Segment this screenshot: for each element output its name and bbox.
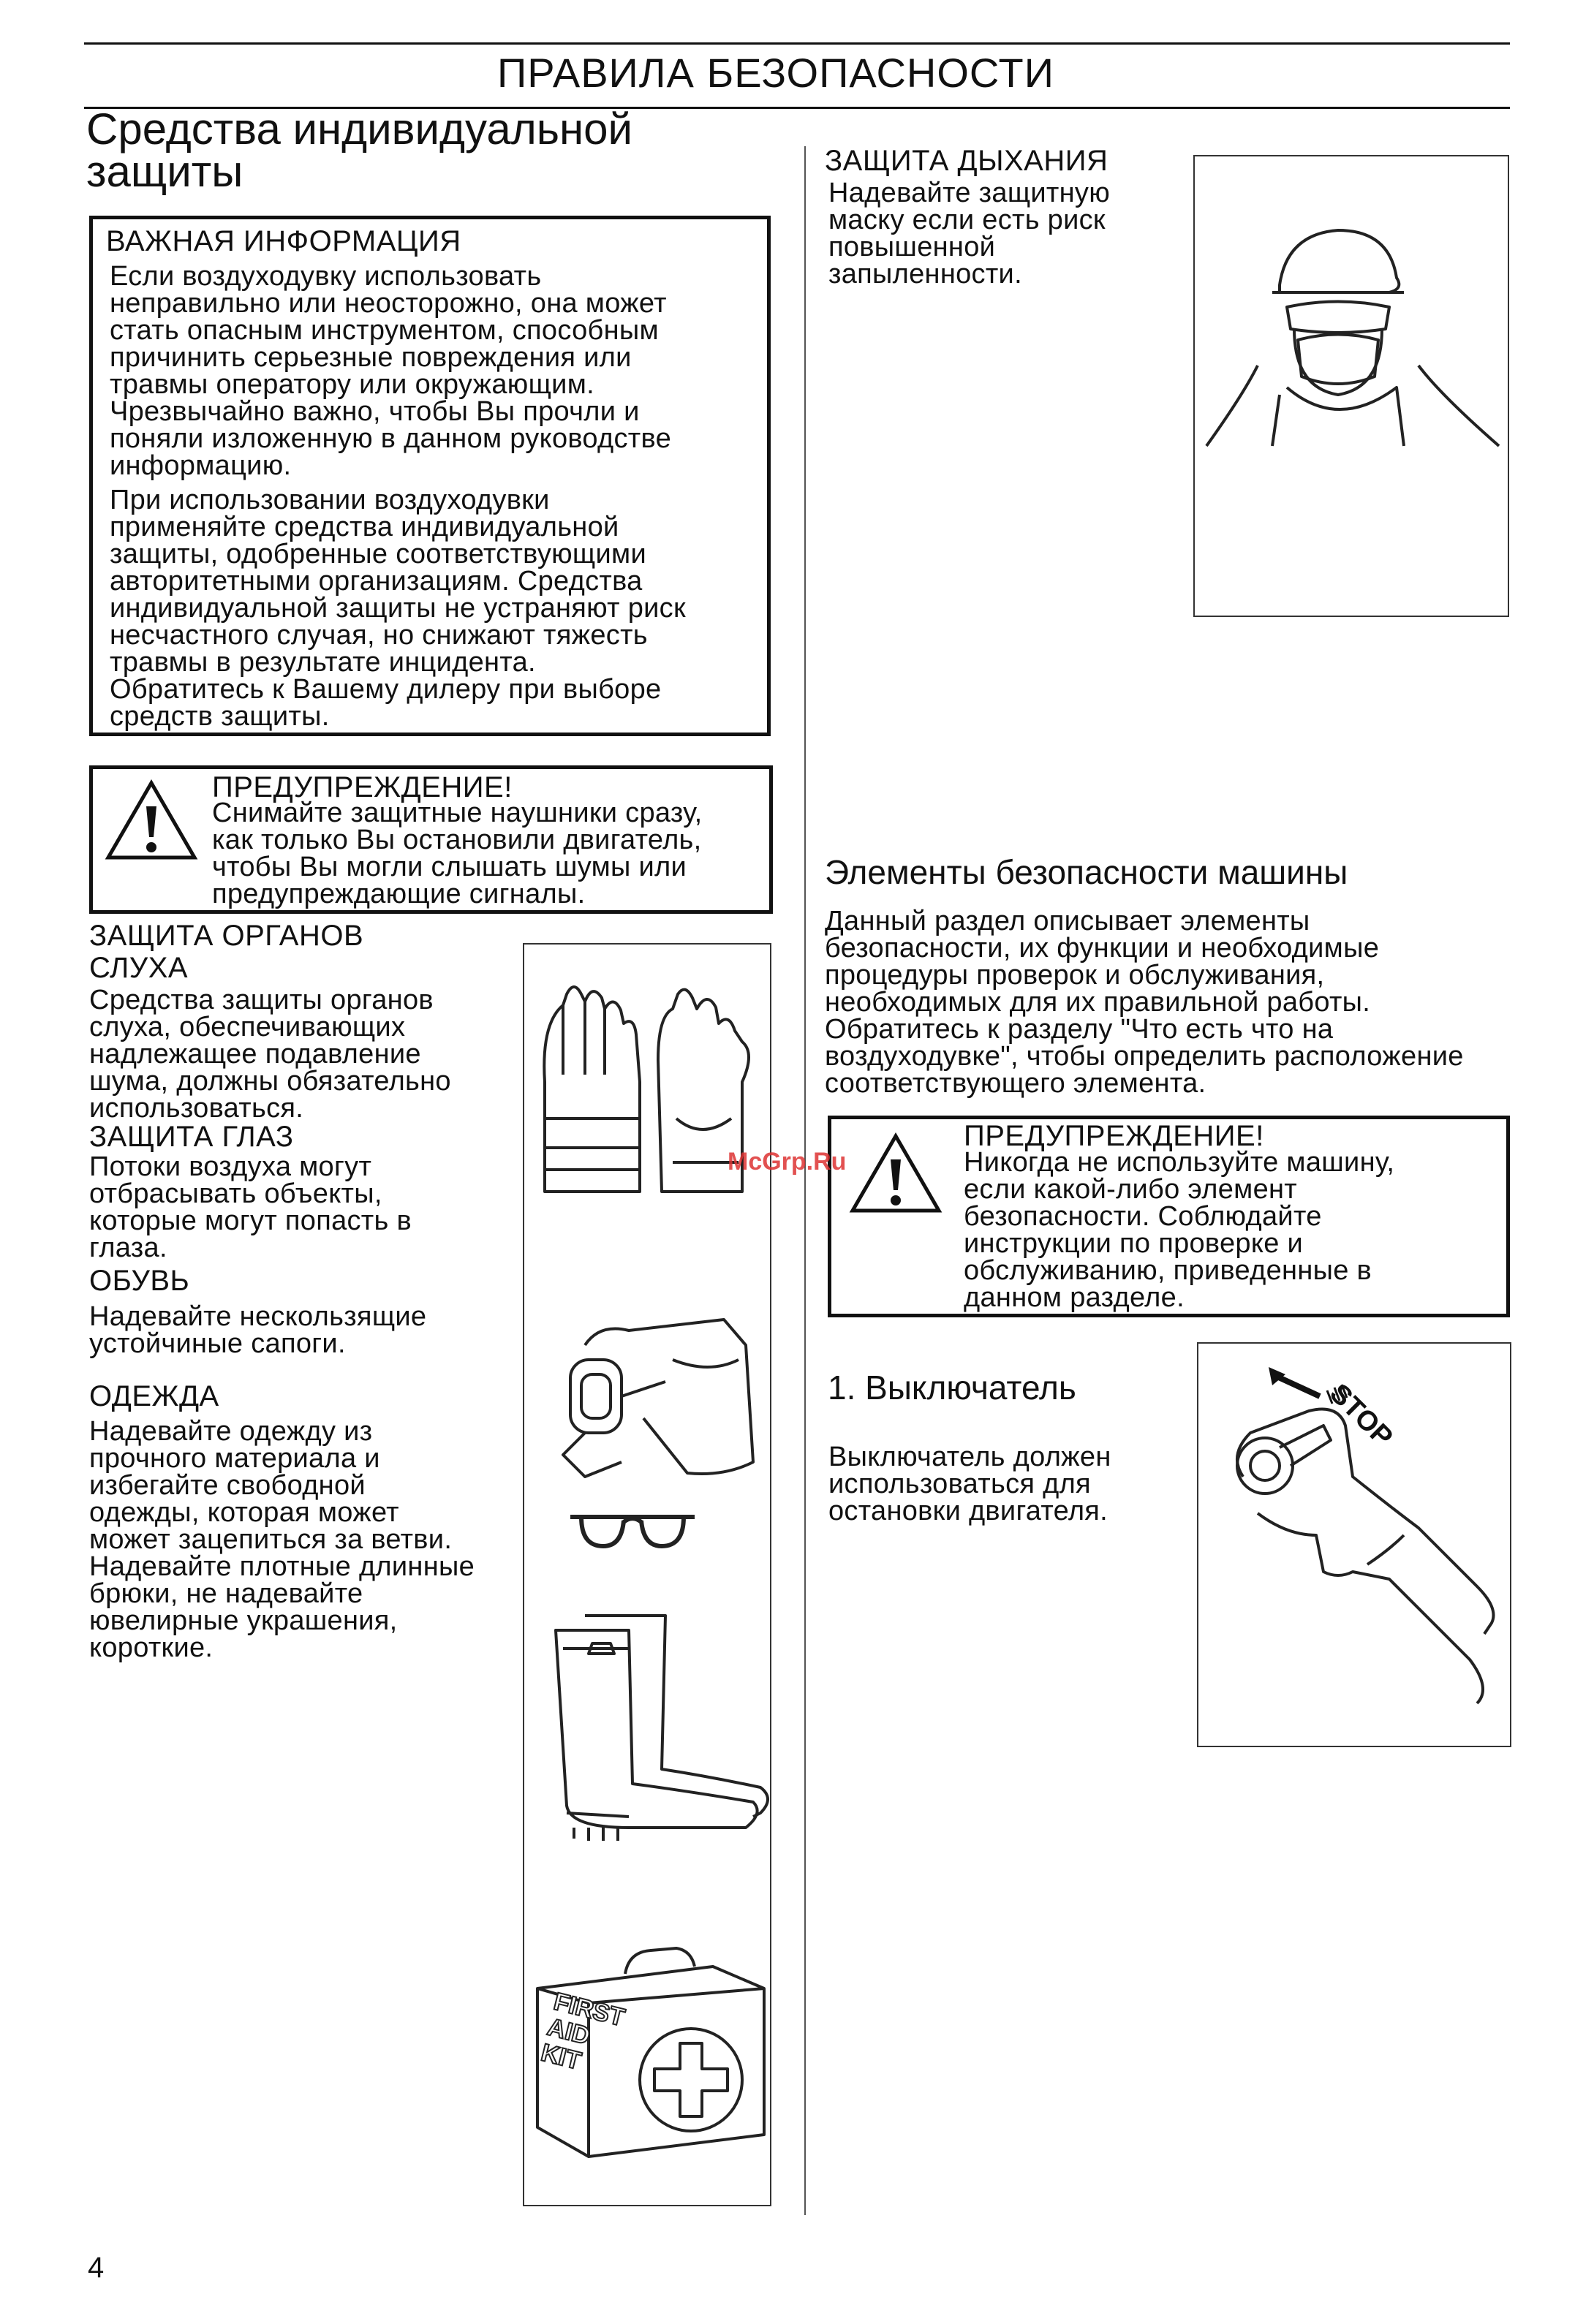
section-title: ПРАВИЛА БЕЗОПАСНОСТИ [497, 50, 1054, 96]
shoes-title: ОБУВЬ [89, 1265, 190, 1297]
warning-text-right: Никогда не используйте машину, если какой-либо элемент безопасности. Соблюдайте инструкции по проверке и обслуживанию, приведенные в данном разделе. [964, 1147, 1395, 1313]
watermark: McGrp.Ru [728, 1148, 847, 1176]
first-aid-kit-label: FIRST AID KIT [538, 1987, 628, 2075]
eyes-text: Потоки воздуха могут отбрасывать объекты, которые могут попасть в глаза. [89, 1151, 412, 1263]
breathing-title: ЗАЩИТА ДЫХАНИЯ [825, 145, 1108, 177]
helmet-visor-icon [556, 1316, 760, 1491]
switch-text: Выключатель должен использоваться для остановки двигателя. [828, 1442, 1111, 1526]
machine-safety-text: Данный раздел описывает элементы безопасности, их функции и необходимые процедуры проверок и обслуживания, необходимых для их правильной работы. Обратитесь к разделу "Что есть что на воздуходувке", чтобы определить расположение соответствующего элемента. [825, 906, 1464, 1099]
clothing-title: ОДЕЖДА [89, 1380, 219, 1412]
rubber-boots-icon [541, 1608, 775, 1857]
gloves-icon [523, 972, 771, 1235]
page-heading: Средства индивидуальной защиты [86, 105, 633, 196]
warning-text-left: Снимайте защитные наушники сразу, как только Вы остановили двигатель, чтобы Вы могли слышать шумы или предупреждающие сигналы. [212, 798, 703, 909]
top-rule [84, 42, 1510, 45]
breathing-text: Надевайте защитную маску если есть риск повышенной запыленности. [828, 178, 1111, 289]
warning-title-right: ПРЕДУПРЕЖДЕНИЕ! [964, 1120, 1264, 1152]
stop-label: STOP [1323, 1378, 1399, 1453]
hearing-title: ЗАЩИТА ОРГАНОВ СЛУХА [89, 920, 364, 984]
important-info-title: ВАЖНАЯ ИНФОРМАЦИЯ [106, 225, 461, 257]
important-info-para-1: Если воздуходувку использовать неправильно или неосторожно, она может стать опасным инструментом, способным причинить серьезные повреждения или травмы оператору или окружающим. Чрезвычайно важно, чтобы Вы прочли и поняли изложенную в данном руководстве информацию. [110, 261, 672, 481]
important-info-para-2: При использовании воздуходувки применяйте средства индивидуальной защиты, одобренные соответствующими авторитетными организациям. Средства индивидуальной защиты не устраняют риск несчастного случая, но снижают тяжесть травмы в результате инцидента. Обратитесь к Вашему дилеру при выборе средств защиты. [110, 485, 686, 732]
clothing-text: Надевайте одежду из прочного материала и избегайте свободной одежды, которая может может зацепиться за ветви. Надевайте плотные длинные брюки, не надевайте ювелирные украшения, короткие. [89, 1416, 475, 1663]
hearing-text: Средства защиты органов слуха, обеспечивающих надлежащее подавление шума, должны обязательно использоваться. [89, 985, 451, 1124]
safety-glasses-icon [567, 1506, 698, 1557]
warning-triangle-icon [848, 1132, 943, 1216]
column-divider [804, 146, 806, 2215]
respirator-mask-icon [1199, 219, 1506, 468]
eyes-title: ЗАЩИТА ГЛАЗ [89, 1121, 294, 1153]
warning-title-left: ПРЕДУПРЕЖДЕНИЕ! [212, 771, 513, 803]
shoes-text: Надевайте нескользящие устойчиные сапоги. [89, 1301, 427, 1359]
page-number: 4 [88, 2252, 105, 2284]
machine-safety-heading: Элементы безопасности машины [825, 853, 1348, 891]
warning-triangle-icon [104, 779, 199, 863]
switch-heading: 1. Выключатель [828, 1369, 1076, 1407]
